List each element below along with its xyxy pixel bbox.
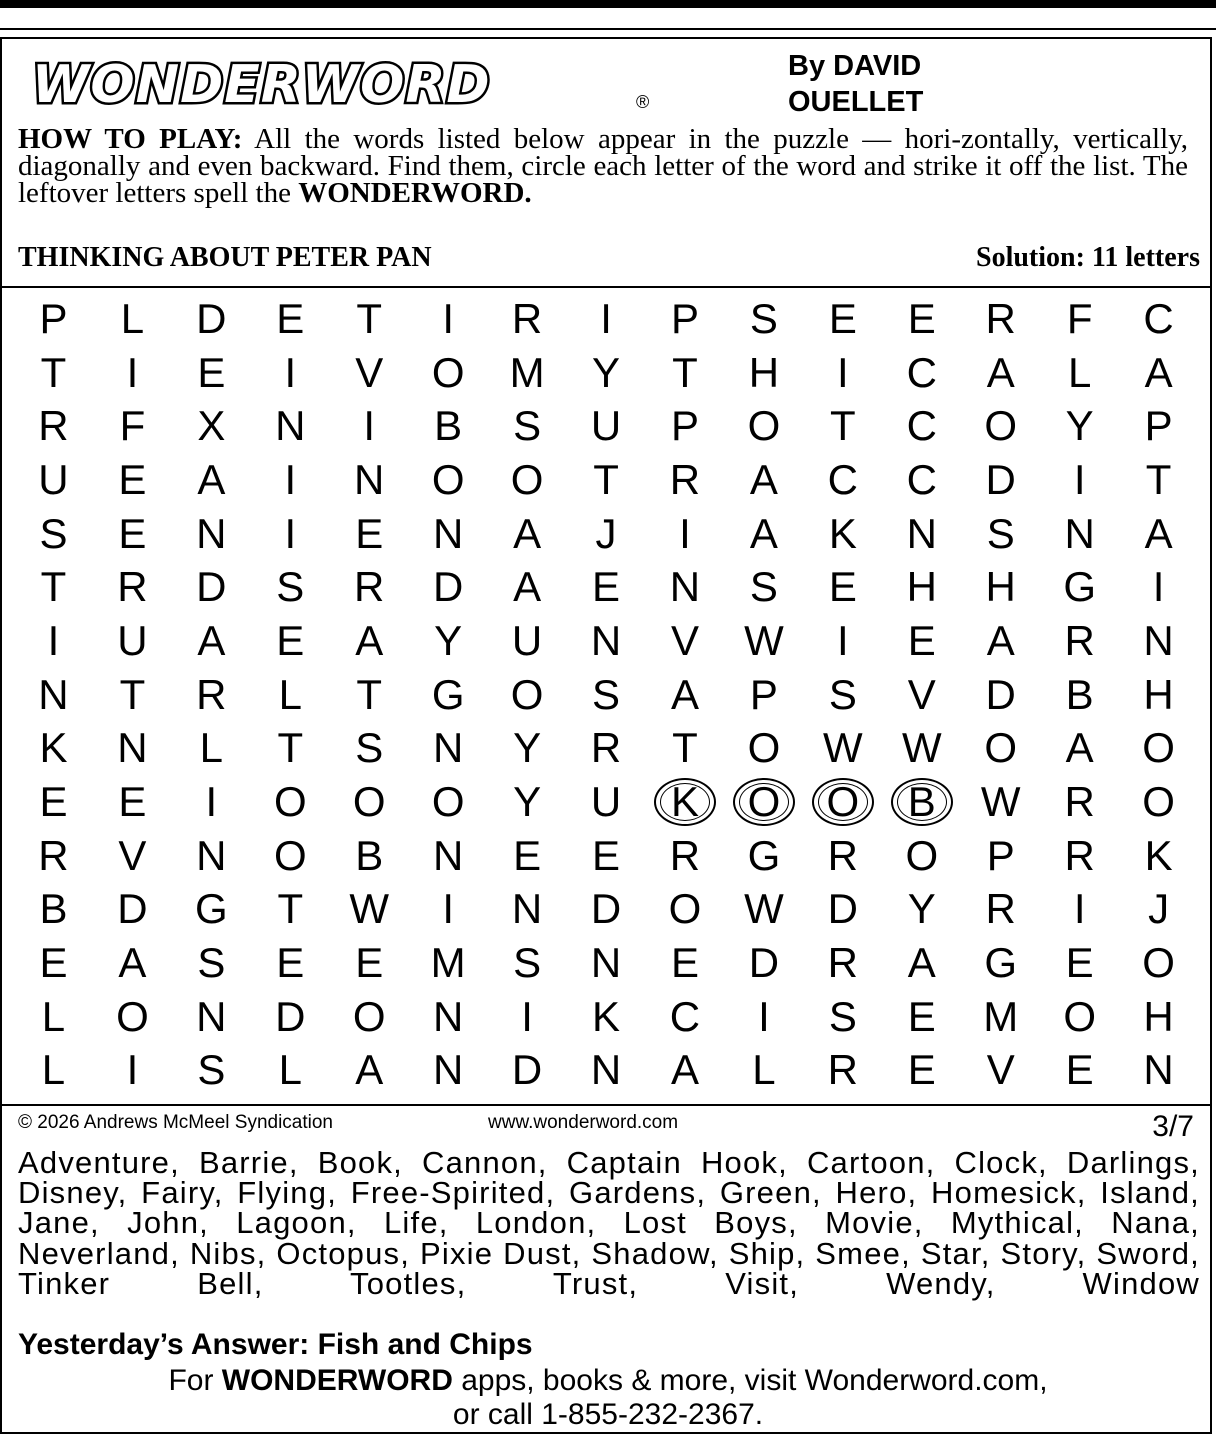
grid-letter[interactable]: I bbox=[758, 992, 770, 1040]
grid-letter[interactable]: U bbox=[117, 616, 148, 664]
grid-letter[interactable]: D bbox=[748, 939, 780, 987]
copyright: © 2026 Andrews McMeel Syndication bbox=[18, 1112, 333, 1133]
grid-letter[interactable]: S bbox=[355, 724, 384, 772]
grid-letter[interactable]: N bbox=[511, 885, 543, 933]
grid-letter[interactable]: E bbox=[197, 348, 226, 396]
grid-letter[interactable]: I bbox=[126, 1046, 139, 1094]
grid-letter[interactable]: I bbox=[363, 402, 376, 450]
grid-letter[interactable]: N bbox=[354, 455, 385, 503]
grid-letter[interactable]: B bbox=[882, 775, 961, 829]
grid-letter[interactable]: E bbox=[1065, 939, 1094, 987]
byline bbox=[788, 48, 923, 120]
grid-letter[interactable]: P bbox=[39, 294, 68, 342]
grid-letter[interactable]: R bbox=[1064, 831, 1095, 879]
grid-letter[interactable]: W bbox=[980, 778, 1021, 826]
instructions-label: HOW TO PLAY: bbox=[18, 123, 243, 155]
grid-letter[interactable]: I bbox=[837, 616, 849, 664]
grid-letter[interactable]: E bbox=[907, 294, 936, 342]
grid-letter[interactable]: K bbox=[39, 724, 68, 772]
yesterday-answer: Yesterday’s Answer: Fish and Chips bbox=[18, 1328, 533, 1361]
grid-letter[interactable]: U bbox=[590, 778, 622, 826]
grid-letter[interactable]: T bbox=[830, 402, 856, 450]
grid-letter[interactable]: U bbox=[590, 402, 622, 450]
grid-letter[interactable]: K bbox=[1144, 831, 1173, 879]
grid-letter[interactable]: P bbox=[1144, 402, 1173, 450]
grid-letter[interactable]: S bbox=[276, 563, 305, 611]
grid-letter[interactable]: I bbox=[284, 455, 297, 503]
grid-letter[interactable]: E bbox=[828, 294, 857, 342]
grid-letter[interactable]: P bbox=[749, 670, 778, 718]
grid-letter[interactable]: S bbox=[828, 992, 857, 1040]
grid-letter[interactable]: E bbox=[118, 509, 147, 557]
grid-letter[interactable]: P bbox=[986, 831, 1015, 879]
grid-letter[interactable]: E bbox=[592, 831, 621, 879]
grid-letter[interactable]: E bbox=[39, 778, 68, 826]
grid-letter[interactable]: O bbox=[510, 455, 544, 503]
grid-letter[interactable]: O bbox=[747, 724, 781, 772]
grid-letter[interactable]: T bbox=[40, 563, 67, 611]
grid-letter[interactable]: T bbox=[277, 885, 304, 933]
grid-letter[interactable]: E bbox=[355, 509, 384, 557]
grid-letter[interactable]: I bbox=[126, 348, 139, 396]
grid-letter[interactable]: N bbox=[432, 724, 464, 772]
grid-letter[interactable]: B bbox=[355, 831, 384, 879]
byline-line-1: By DAVID bbox=[788, 50, 922, 82]
grid-letter[interactable]: R bbox=[827, 1046, 859, 1094]
grid-letter[interactable]: N bbox=[196, 992, 227, 1040]
grid-letter[interactable]: O bbox=[431, 455, 465, 503]
grid-letter[interactable]: L bbox=[278, 1046, 302, 1094]
grid-row bbox=[14, 829, 1198, 883]
grid-top-rule bbox=[0, 286, 1212, 288]
grid-letter[interactable]: T bbox=[277, 724, 304, 772]
grid-letter[interactable]: R bbox=[590, 724, 622, 772]
instructions-wonderword: WONDERWORD. bbox=[298, 177, 532, 209]
grid-letter[interactable]: E bbox=[276, 616, 305, 664]
grid-letter[interactable]: O bbox=[747, 402, 781, 450]
grid-letter[interactable]: V bbox=[118, 831, 147, 879]
grid-letter[interactable]: E bbox=[355, 939, 384, 987]
grid-letter[interactable]: A bbox=[197, 455, 226, 503]
grid-letter[interactable]: G bbox=[431, 670, 465, 718]
grid-letter[interactable]: O bbox=[803, 775, 882, 829]
grid-letter[interactable]: A bbox=[197, 616, 226, 664]
grid-letter[interactable]: A bbox=[1144, 509, 1173, 557]
grid-letter[interactable]: Y bbox=[592, 348, 621, 396]
website: www.wonderword.com bbox=[488, 1112, 679, 1133]
grid-letter[interactable]: I bbox=[442, 294, 454, 342]
grid-letter[interactable]: Y bbox=[1065, 402, 1094, 450]
grid-letter[interactable]: N bbox=[590, 1046, 622, 1094]
grid-letter[interactable]: R bbox=[196, 670, 227, 718]
grid-letter[interactable]: S bbox=[197, 939, 226, 987]
grid-letter[interactable]: N bbox=[275, 402, 306, 450]
grid-letter[interactable]: V bbox=[986, 1046, 1015, 1094]
grid-letter[interactable]: S bbox=[828, 670, 857, 718]
grid-letter[interactable]: N bbox=[1143, 1046, 1174, 1094]
grid-letter[interactable]: E bbox=[39, 939, 68, 987]
grid-letter[interactable]: I bbox=[1073, 455, 1086, 503]
grid-letter[interactable]: R bbox=[985, 294, 1016, 342]
grid-letter[interactable]: R bbox=[669, 831, 701, 879]
grid-letter[interactable]: R bbox=[511, 294, 543, 342]
promo bbox=[0, 1364, 1216, 1432]
grid-letter[interactable]: E bbox=[118, 778, 147, 826]
solution-length: Solution: 11 letters bbox=[976, 242, 1200, 273]
promo-prefix: For bbox=[168, 1364, 222, 1397]
grid-letter[interactable]: I bbox=[1073, 885, 1086, 933]
grid-letter[interactable]: E bbox=[907, 992, 936, 1040]
grid-letter[interactable]: A bbox=[513, 563, 542, 611]
grid-letter[interactable]: K bbox=[828, 509, 857, 557]
top-thin-rule bbox=[0, 28, 1216, 30]
grid-letter[interactable]: N bbox=[432, 1046, 464, 1094]
grid-letter[interactable]: I bbox=[837, 348, 849, 396]
grid-letter[interactable]: I bbox=[284, 348, 297, 396]
grid-letter[interactable]: E bbox=[828, 563, 857, 611]
grid-letter[interactable]: R bbox=[117, 563, 148, 611]
grid-letter[interactable]: H bbox=[1143, 992, 1174, 1040]
grid-letter[interactable]: O bbox=[352, 992, 386, 1040]
grid-letter[interactable]: C bbox=[1143, 294, 1174, 342]
grid-letter[interactable]: A bbox=[118, 939, 147, 987]
registered-mark: ® bbox=[636, 92, 650, 112]
puzzle-date: 3/7 bbox=[1152, 1110, 1194, 1143]
grid-letter[interactable]: V bbox=[670, 616, 699, 664]
grid-letter[interactable]: P bbox=[670, 402, 699, 450]
grid-letter[interactable]: I bbox=[284, 509, 297, 557]
grid-letter[interactable]: Y bbox=[907, 885, 936, 933]
grid-letter[interactable]: N bbox=[432, 992, 464, 1040]
grid-letter[interactable]: R bbox=[1064, 778, 1095, 826]
grid-letter[interactable]: S bbox=[592, 670, 621, 718]
grid-letter[interactable]: A bbox=[1065, 724, 1094, 772]
grid-row bbox=[14, 292, 1198, 346]
grid-row bbox=[14, 453, 1198, 507]
grid-letter[interactable]: R bbox=[1064, 616, 1095, 664]
grid-letter[interactable]: F bbox=[1066, 294, 1093, 342]
grid-letter[interactable]: B bbox=[39, 885, 68, 933]
top-rule bbox=[0, 0, 1216, 8]
grid-letter[interactable]: M bbox=[983, 992, 1019, 1040]
grid-letter[interactable]: N bbox=[1064, 509, 1095, 557]
grid-letter[interactable]: O bbox=[352, 778, 386, 826]
grid-letter[interactable]: D bbox=[590, 885, 622, 933]
grid-letter[interactable]: S bbox=[513, 402, 542, 450]
grid-letter[interactable]: T bbox=[1145, 455, 1172, 503]
grid-letter[interactable]: N bbox=[669, 563, 701, 611]
grid-letter[interactable]: I bbox=[205, 778, 218, 826]
grid-letter[interactable]: E bbox=[513, 831, 542, 879]
grid-letter[interactable]: G bbox=[747, 831, 781, 879]
grid-letter[interactable]: R bbox=[669, 455, 701, 503]
grid-letter[interactable]: H bbox=[1143, 670, 1174, 718]
grid-letter[interactable]: K bbox=[592, 992, 621, 1040]
grid-letter[interactable]: M bbox=[430, 939, 466, 987]
grid-letter[interactable]: T bbox=[672, 348, 698, 396]
grid-letter[interactable]: E bbox=[592, 563, 621, 611]
grid-letter[interactable]: Y bbox=[513, 778, 542, 826]
grid-letter[interactable]: C bbox=[906, 455, 937, 503]
grid-letter[interactable]: O bbox=[273, 778, 307, 826]
grid-letter[interactable]: O bbox=[1142, 778, 1175, 826]
grid-letter[interactable]: T bbox=[40, 348, 67, 396]
grid-letter[interactable]: O bbox=[905, 831, 939, 879]
grid-letter[interactable]: L bbox=[278, 670, 302, 718]
grid-letter[interactable]: L bbox=[41, 1046, 66, 1094]
grid-letter[interactable]: K bbox=[646, 775, 725, 829]
grid-letter[interactable]: I bbox=[442, 885, 454, 933]
grid-row bbox=[14, 346, 1198, 400]
grid-letter[interactable]: E bbox=[276, 294, 305, 342]
grid-letter[interactable]: O bbox=[1063, 992, 1096, 1040]
grid-letter[interactable]: O bbox=[116, 992, 149, 1040]
grid-row bbox=[14, 668, 1198, 722]
grid-letter[interactable]: Y bbox=[513, 724, 542, 772]
grid-letter[interactable]: A bbox=[355, 1046, 384, 1094]
grid-letter[interactable]: A bbox=[1144, 348, 1173, 396]
word-list: Adventure, Barrie, Book, Cannon, Captain Hook, Cartoon, Clock, Darlings, Disney, Fairy, Flying, Free-Spirited, Gardens, Green, Hero, Homesick, Island, Jane, John, Lagoon, Life, London, Lost Boys, Movie, Mythical, Nana, Neverland, Nibs, Octopus, Pixie Dust, Shadow, Ship, Smee, Star, Story, Sword, Tinker Bell, Tootles, Trust, Visit, Wendy, Window bbox=[18, 1145, 1200, 1301]
promo-line1-rest: apps, books & more, visit Wonderword.com, bbox=[452, 1364, 1048, 1397]
grid-letter[interactable]: W bbox=[901, 724, 942, 772]
grid-letter[interactable]: D bbox=[117, 885, 148, 933]
grid-letter[interactable]: T bbox=[356, 294, 383, 342]
instructions bbox=[18, 123, 1189, 209]
grid-letter[interactable]: E bbox=[907, 1046, 936, 1094]
grid-letter[interactable]: O bbox=[984, 402, 1018, 450]
grid-letter[interactable]: N bbox=[590, 616, 622, 664]
grid-letter[interactable]: O bbox=[984, 724, 1018, 772]
grid-letter[interactable]: M bbox=[509, 348, 545, 396]
grid-letter[interactable]: W bbox=[349, 885, 390, 933]
grid-letter[interactable]: P bbox=[670, 294, 699, 342]
grid-letter[interactable]: U bbox=[38, 455, 69, 503]
grid-letter[interactable]: W bbox=[744, 885, 784, 933]
grid-row bbox=[14, 560, 1198, 614]
grid-letter[interactable]: E bbox=[1065, 1046, 1094, 1094]
grid-letter[interactable]: A bbox=[670, 670, 699, 718]
grid-letter[interactable]: I bbox=[47, 616, 60, 664]
grid-row bbox=[14, 507, 1198, 561]
grid-bottom-rule bbox=[0, 1104, 1212, 1106]
grid-letter[interactable]: G bbox=[984, 939, 1018, 987]
grid-letter[interactable]: D bbox=[196, 294, 227, 342]
grid-letter[interactable]: I bbox=[600, 294, 612, 342]
wonderword-logo bbox=[30, 46, 640, 121]
grid-letter[interactable]: H bbox=[906, 563, 937, 611]
grid-letter[interactable]: D bbox=[275, 992, 306, 1040]
promo-line-2: or call 1-855-232-2367. bbox=[452, 1398, 764, 1431]
grid-letter[interactable]: C bbox=[827, 455, 859, 503]
grid-letter[interactable]: O bbox=[510, 670, 544, 718]
grid-letter[interactable]: H bbox=[748, 348, 780, 396]
grid-letter[interactable]: E bbox=[118, 455, 147, 503]
grid-row bbox=[14, 614, 1198, 668]
grid-letter[interactable]: H bbox=[985, 563, 1016, 611]
grid-letter[interactable]: O bbox=[1142, 939, 1175, 987]
grid-letter[interactable]: T bbox=[672, 724, 698, 772]
grid-letter[interactable]: S bbox=[986, 509, 1015, 557]
grid-row bbox=[14, 990, 1198, 1044]
grid-row bbox=[14, 722, 1198, 776]
grid-letter[interactable]: C bbox=[669, 992, 701, 1040]
grid-letter[interactable]: O bbox=[431, 778, 465, 826]
grid-letter[interactable]: D bbox=[827, 885, 859, 933]
grid-letter[interactable]: D bbox=[511, 1046, 543, 1094]
grid-letter[interactable]: E bbox=[907, 616, 936, 664]
grid-letter[interactable]: L bbox=[1067, 348, 1092, 396]
grid-letter[interactable]: N bbox=[906, 509, 937, 557]
grid-letter[interactable]: O bbox=[431, 348, 465, 396]
grid-letter[interactable]: N bbox=[1143, 616, 1174, 664]
grid-letter[interactable]: S bbox=[513, 939, 542, 987]
grid-letter[interactable]: D bbox=[985, 455, 1016, 503]
grid-letter[interactable]: E bbox=[276, 939, 305, 987]
grid-letter[interactable]: C bbox=[906, 402, 937, 450]
grid-letter[interactable]: L bbox=[199, 724, 224, 772]
grid-letter[interactable]: F bbox=[119, 402, 146, 450]
grid-letter[interactable]: T bbox=[593, 455, 619, 503]
grid-letter[interactable]: A bbox=[986, 348, 1015, 396]
grid-letter[interactable]: W bbox=[744, 616, 784, 664]
grid-row bbox=[14, 883, 1198, 937]
grid-letter[interactable]: N bbox=[590, 939, 622, 987]
grid-letter[interactable]: L bbox=[752, 1046, 776, 1094]
grid-letter[interactable]: B bbox=[1065, 670, 1094, 718]
grid-letter[interactable]: R bbox=[827, 831, 859, 879]
grid-letter[interactable]: N bbox=[38, 670, 69, 718]
grid-row bbox=[14, 1044, 1198, 1098]
grid-letter[interactable]: I bbox=[1152, 563, 1165, 611]
grid-letter[interactable]: R bbox=[985, 885, 1016, 933]
grid-letter[interactable]: C bbox=[906, 348, 937, 396]
grid-letter[interactable]: J bbox=[595, 509, 617, 557]
grid-letter[interactable]: L bbox=[41, 992, 66, 1040]
grid-letter[interactable]: G bbox=[195, 885, 228, 933]
grid-letter[interactable]: D bbox=[196, 563, 227, 611]
grid-letter[interactable]: S bbox=[39, 509, 68, 557]
promo-line-1 bbox=[0, 1364, 1216, 1398]
grid-letter[interactable]: A bbox=[749, 509, 778, 557]
grid-letter[interactable]: J bbox=[1148, 885, 1170, 933]
grid-letter[interactable]: L bbox=[120, 294, 145, 342]
grid-row bbox=[14, 936, 1198, 990]
grid-letter[interactable]: A bbox=[907, 939, 936, 987]
grid-letter[interactable]: S bbox=[749, 563, 778, 611]
grid-letter[interactable]: Y bbox=[434, 616, 463, 664]
grid-letter[interactable]: B bbox=[434, 402, 463, 450]
grid-row bbox=[14, 399, 1198, 453]
grid-letter[interactable]: R bbox=[38, 831, 69, 879]
grid-letter[interactable]: W bbox=[823, 724, 863, 772]
grid-letter[interactable]: N bbox=[196, 831, 227, 879]
grid-letter[interactable]: I bbox=[679, 509, 691, 557]
grid-letter[interactable]: R bbox=[354, 563, 385, 611]
letter-grid bbox=[14, 292, 1198, 1097]
promo-brand: WONDERWORD bbox=[221, 1364, 453, 1397]
grid-letter[interactable]: A bbox=[749, 455, 778, 503]
grid-letter[interactable]: I bbox=[521, 992, 533, 1040]
grid-letter[interactable]: A bbox=[670, 1046, 699, 1094]
grid-letter[interactable]: O bbox=[668, 885, 702, 933]
grid-letter[interactable]: N bbox=[432, 509, 464, 557]
grid-letter[interactable]: T bbox=[119, 670, 146, 718]
grid-letter[interactable]: S bbox=[197, 1046, 226, 1094]
grid-letter[interactable]: O bbox=[273, 831, 307, 879]
grid-letter[interactable]: V bbox=[907, 670, 936, 718]
grid-letter[interactable]: V bbox=[355, 348, 384, 396]
grid-letter[interactable]: N bbox=[196, 509, 227, 557]
grid-letter[interactable]: A bbox=[986, 616, 1015, 664]
grid-letter[interactable]: R bbox=[827, 939, 859, 987]
grid-letter[interactable]: N bbox=[432, 831, 464, 879]
grid-letter[interactable]: A bbox=[513, 509, 542, 557]
grid-row bbox=[14, 775, 1198, 829]
grid-letter[interactable]: G bbox=[1063, 563, 1096, 611]
grid-letter[interactable]: E bbox=[670, 939, 699, 987]
grid-letter[interactable]: N bbox=[117, 724, 148, 772]
grid-letter[interactable]: O bbox=[1142, 724, 1175, 772]
instructions-text: All the words listed below appear in the puzzle — hori-zontally, vertically, diagonally and even backward. Find them, circle each letter of the word and strike it off the list. The leftover letters spell the bbox=[18, 123, 1189, 209]
grid-letter[interactable]: D bbox=[985, 670, 1016, 718]
grid-letter[interactable]: S bbox=[749, 294, 778, 342]
grid-letter[interactable]: D bbox=[432, 563, 464, 611]
grid-letter[interactable]: T bbox=[356, 670, 383, 718]
grid-letter[interactable]: A bbox=[355, 616, 384, 664]
grid-letter[interactable]: O bbox=[724, 775, 803, 829]
grid-letter[interactable]: X bbox=[197, 402, 226, 450]
grid-letter[interactable]: U bbox=[511, 616, 543, 664]
grid-letter[interactable]: R bbox=[38, 402, 69, 450]
logo-text: WONDERWORD bbox=[32, 55, 491, 115]
byline-line-2: OUELLET bbox=[788, 86, 924, 118]
puzzle-theme: THINKING ABOUT PETER PAN bbox=[18, 242, 432, 273]
